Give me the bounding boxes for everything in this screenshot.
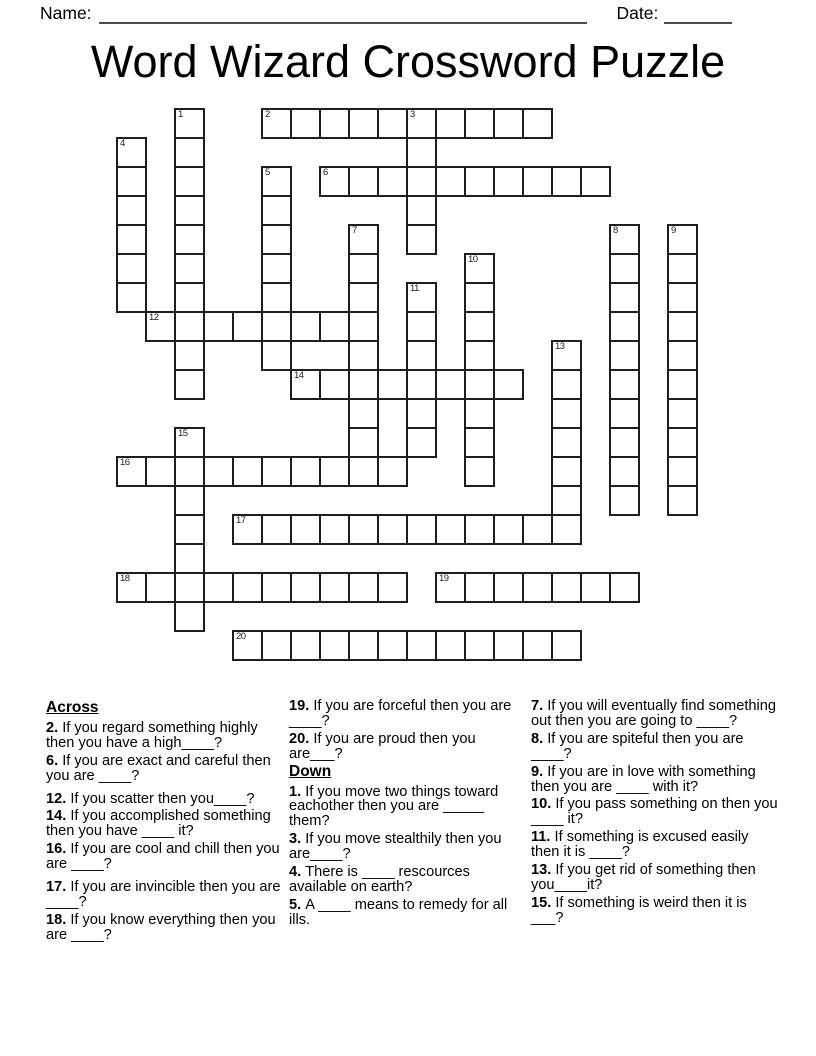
clue-13 [531, 863, 779, 893]
grid-cell[interactable] [290, 369, 321, 400]
grid-cell[interactable] [667, 340, 698, 371]
grid-cell[interactable] [464, 166, 495, 197]
grid-cell[interactable] [319, 630, 350, 661]
grid-cell[interactable] [232, 456, 263, 487]
cell-number: 15 [178, 428, 188, 439]
grid-cell[interactable] [522, 514, 553, 545]
grid-cell[interactable] [319, 108, 350, 139]
cell-number: 20 [236, 631, 246, 642]
grid-cell[interactable] [261, 195, 292, 226]
grid-cell[interactable] [116, 253, 147, 284]
cell-number: 5 [265, 167, 270, 178]
grid-cell[interactable] [609, 369, 640, 400]
cell-number: 1 [178, 109, 183, 120]
grid-cell[interactable] [522, 166, 553, 197]
grid-cell[interactable] [174, 369, 205, 400]
grid-cell[interactable] [348, 224, 379, 255]
clue-number: 11. [531, 829, 551, 846]
clues-column-2 [289, 699, 522, 931]
grid-cell[interactable] [377, 514, 408, 545]
grid-cell[interactable] [116, 137, 147, 168]
grid-cell[interactable] [348, 398, 379, 429]
grid-cell[interactable] [609, 340, 640, 371]
grid-cell[interactable] [116, 572, 147, 603]
grid-cell[interactable] [464, 108, 495, 139]
clue-text: If something is excused easily then it is ____? [531, 829, 749, 861]
clue-number: 17. [46, 879, 67, 896]
grid-cell[interactable] [406, 224, 437, 255]
grid-cell[interactable] [174, 166, 205, 197]
grid-cell[interactable] [348, 166, 379, 197]
grid-cell[interactable] [406, 166, 437, 197]
grid-cell[interactable] [261, 340, 292, 371]
clue-number: 9. [531, 763, 544, 780]
grid-cell[interactable] [348, 282, 379, 313]
grid-cell[interactable] [174, 485, 205, 516]
grid-cell[interactable] [261, 572, 292, 603]
cell-number: 10 [468, 254, 478, 265]
cell-number: 12 [149, 312, 159, 323]
grid-cell[interactable] [145, 572, 176, 603]
grid-cell[interactable] [174, 108, 205, 139]
grid-cell[interactable] [406, 108, 437, 139]
clue-number: 8. [531, 730, 544, 747]
cell-number: 14 [294, 370, 304, 381]
grid-cell[interactable] [203, 572, 234, 603]
grid-cell[interactable] [406, 282, 437, 313]
grid-cell[interactable] [464, 253, 495, 284]
grid-cell[interactable] [116, 224, 147, 255]
grid-cell[interactable] [348, 572, 379, 603]
grid-cell[interactable] [290, 630, 321, 661]
grid-cell[interactable] [290, 311, 321, 342]
grid-cell[interactable] [261, 224, 292, 255]
date-label: Date: [616, 3, 659, 23]
grid-cell[interactable] [406, 137, 437, 168]
clue-17 [46, 880, 283, 910]
clue-number: 5. [289, 896, 302, 913]
date-input-line[interactable] [664, 4, 732, 24]
grid-cell[interactable] [406, 311, 437, 342]
clue-1 [289, 785, 522, 830]
grid-cell[interactable] [377, 456, 408, 487]
clue-text: If you are spiteful then you are ____? [531, 730, 744, 762]
clue-number: 16. [46, 841, 67, 858]
clue-text: If you regard something highly then you have a high____? [46, 719, 258, 751]
grid-cell[interactable] [464, 572, 495, 603]
grid-cell[interactable] [348, 311, 379, 342]
grid-cell[interactable] [667, 311, 698, 342]
clue-text: If something is weird then it is ___? [531, 894, 747, 926]
clue-2 [46, 721, 283, 751]
grid-cell[interactable] [551, 485, 582, 516]
clue-text: If you are exact and careful then you are ____? [46, 752, 271, 784]
clue-10 [531, 797, 779, 827]
cell-number: 9 [671, 225, 676, 236]
clue-text: If you are cool and chill then you are ____? [46, 841, 280, 873]
grid-cell[interactable] [464, 340, 495, 371]
grid-cell[interactable] [319, 456, 350, 487]
grid-cell[interactable] [232, 630, 263, 661]
grid-cell[interactable] [667, 456, 698, 487]
grid-cell[interactable] [232, 514, 263, 545]
grid-cell[interactable] [319, 166, 350, 197]
clue-9 [531, 765, 779, 795]
grid-cell[interactable] [667, 369, 698, 400]
grid-cell[interactable] [609, 398, 640, 429]
grid-cell[interactable] [203, 456, 234, 487]
grid-cell[interactable] [493, 514, 524, 545]
clue-text: If you are in love with something then you are ____ with it? [531, 763, 756, 795]
cell-number: 18 [120, 573, 130, 584]
grid-cell[interactable] [348, 369, 379, 400]
clue-number: 15. [531, 894, 552, 911]
cell-number: 8 [613, 225, 618, 236]
grid-cell[interactable] [348, 108, 379, 139]
grid-cell[interactable] [667, 282, 698, 313]
grid-cell[interactable] [609, 572, 640, 603]
grid-cell[interactable] [406, 427, 437, 458]
cell-number: 2 [265, 109, 270, 120]
clue-number: 2. [46, 719, 59, 736]
cell-number: 3 [410, 109, 415, 120]
grid-cell[interactable] [667, 398, 698, 429]
grid-cell[interactable] [435, 108, 466, 139]
cell-number: 7 [352, 225, 357, 236]
grid-cell[interactable] [174, 514, 205, 545]
grid-cell[interactable] [551, 398, 582, 429]
grid-cell[interactable] [551, 166, 582, 197]
clue-number: 20. [289, 730, 310, 747]
grid-cell[interactable] [493, 369, 524, 400]
grid-cell[interactable] [203, 311, 234, 342]
grid-cell[interactable] [493, 630, 524, 661]
grid-cell[interactable] [116, 456, 147, 487]
clue-4 [289, 865, 522, 895]
grid-cell[interactable] [232, 572, 263, 603]
grid-cell[interactable] [667, 224, 698, 255]
grid-cell[interactable] [319, 514, 350, 545]
clue-text: If you are forceful then you are ____? [289, 698, 512, 729]
grid-cell[interactable] [174, 340, 205, 371]
cell-number: 6 [323, 167, 328, 178]
grid-cell[interactable] [522, 630, 553, 661]
grid-cell[interactable] [406, 398, 437, 429]
clue-text: If you will eventually find something out then you are going to ____? [531, 698, 776, 729]
grid-cell[interactable] [174, 427, 205, 458]
grid-cell[interactable] [406, 340, 437, 371]
grid-cell[interactable] [580, 166, 611, 197]
grid-cell[interactable] [551, 514, 582, 545]
grid-cell[interactable] [609, 282, 640, 313]
grid-cell[interactable] [348, 253, 379, 284]
clue-8 [531, 732, 779, 762]
clues-section-heading: Down [289, 762, 332, 780]
crossword-grid [117, 109, 699, 662]
clues-column-1 [46, 699, 283, 946]
grid-cell[interactable] [290, 108, 321, 139]
grid-cell[interactable] [522, 572, 553, 603]
grid-cell[interactable] [377, 166, 408, 197]
clue-18 [46, 913, 283, 943]
clue-text: If you are proud then you are___? [289, 730, 476, 762]
name-input-line[interactable] [99, 4, 587, 24]
grid-cell[interactable] [261, 456, 292, 487]
grid-cell[interactable] [174, 456, 205, 487]
clue-16 [46, 842, 283, 872]
grid-cell[interactable] [493, 166, 524, 197]
grid-cell[interactable] [319, 572, 350, 603]
clue-19 [289, 699, 522, 729]
clue-number: 10. [531, 796, 552, 813]
grid-cell[interactable] [290, 572, 321, 603]
grid-cell[interactable] [174, 543, 205, 574]
clue-number: 14. [46, 808, 67, 825]
cell-number: 16 [120, 457, 130, 468]
grid-cell[interactable] [174, 282, 205, 313]
grid-cell[interactable] [667, 427, 698, 458]
cell-number: 19 [439, 573, 449, 584]
grid-cell[interactable] [290, 456, 321, 487]
header-row [40, 0, 742, 24]
grid-cell[interactable] [551, 369, 582, 400]
clues-section-heading: Across [46, 699, 99, 716]
clue-text: If you get rid of something then you____it? [531, 862, 756, 893]
clue-number: 3. [289, 831, 302, 848]
cell-number: 17 [236, 515, 246, 526]
clue-text: If you know everything then you are ____? [46, 911, 276, 943]
grid-cell[interactable] [377, 572, 408, 603]
grid-cell[interactable] [261, 311, 292, 342]
clue-7 [531, 699, 779, 729]
grid-cell[interactable] [174, 253, 205, 284]
grid-cell[interactable] [174, 195, 205, 226]
clue-text: There is ____ rescources available on earth? [289, 864, 470, 895]
clue-text: If you move stealthily then you are____? [289, 831, 502, 863]
clue-5 [289, 898, 522, 928]
grid-cell[interactable] [174, 572, 205, 603]
clue-12 [46, 792, 283, 807]
cell-number: 4 [120, 138, 125, 149]
grid-cell[interactable] [174, 311, 205, 342]
clue-text: If you accomplished something then you have ____ it? [46, 808, 271, 840]
grid-cell[interactable] [261, 253, 292, 284]
grid-cell[interactable] [580, 572, 611, 603]
clue-text: If you are invincible then you are ____? [46, 879, 281, 910]
clue-number: 4. [289, 864, 302, 881]
clue-number: 12. [46, 790, 67, 807]
clue-6 [46, 754, 283, 784]
grid-cell[interactable] [464, 311, 495, 342]
grid-cell[interactable] [145, 311, 176, 342]
cell-number: 13 [555, 341, 565, 352]
grid-cell[interactable] [261, 514, 292, 545]
grid-cell[interactable] [464, 456, 495, 487]
grid-cell[interactable] [406, 514, 437, 545]
grid-cell[interactable] [435, 572, 466, 603]
clue-number: 7. [531, 698, 544, 714]
grid-cell[interactable] [377, 108, 408, 139]
grid-cell[interactable] [609, 311, 640, 342]
grid-cell[interactable] [667, 253, 698, 284]
grid-cell[interactable] [609, 253, 640, 284]
grid-cell[interactable] [116, 166, 147, 197]
grid-cell[interactable] [609, 456, 640, 487]
grid-cell[interactable] [609, 224, 640, 255]
grid-cell[interactable] [464, 427, 495, 458]
clue-15 [531, 896, 779, 926]
grid-cell[interactable] [493, 108, 524, 139]
grid-cell[interactable] [667, 485, 698, 516]
grid-cell[interactable] [551, 340, 582, 371]
page-title: Word Wizard Crossword Puzzle [90, 36, 726, 87]
grid-cell[interactable] [522, 108, 553, 139]
grid-cell[interactable] [406, 630, 437, 661]
grid-cell[interactable] [348, 340, 379, 371]
grid-cell[interactable] [435, 166, 466, 197]
grid-cell[interactable] [290, 514, 321, 545]
clue-number: 13. [531, 862, 552, 879]
grid-cell[interactable] [174, 601, 205, 632]
grid-cell[interactable] [261, 166, 292, 197]
grid-cell[interactable] [145, 456, 176, 487]
grid-cell[interactable] [261, 630, 292, 661]
grid-cell[interactable] [377, 369, 408, 400]
grid-cell[interactable] [493, 572, 524, 603]
grid-cell[interactable] [406, 195, 437, 226]
clue-3 [289, 832, 522, 862]
grid-cell[interactable] [435, 514, 466, 545]
grid-cell[interactable] [348, 630, 379, 661]
clue-number: 19. [289, 698, 310, 714]
clue-text: If you pass something on then you ____ it? [531, 796, 778, 828]
grid-cell[interactable] [435, 630, 466, 661]
grid-cell[interactable] [348, 427, 379, 458]
grid-cell[interactable] [116, 195, 147, 226]
clue-11 [531, 830, 779, 860]
grid-cell[interactable] [435, 369, 466, 400]
grid-cell[interactable] [174, 224, 205, 255]
grid-cell[interactable] [464, 369, 495, 400]
grid-cell[interactable] [348, 514, 379, 545]
grid-cell[interactable] [609, 427, 640, 458]
grid-cell[interactable] [261, 282, 292, 313]
clue-14 [46, 809, 283, 839]
grid-cell[interactable] [464, 514, 495, 545]
grid-cell[interactable] [319, 369, 350, 400]
grid-cell[interactable] [551, 572, 582, 603]
grid-cell[interactable] [406, 369, 437, 400]
grid-cell[interactable] [464, 398, 495, 429]
clue-text: If you scatter then you____? [66, 790, 255, 807]
clue-20 [289, 732, 522, 762]
grid-cell[interactable] [464, 630, 495, 661]
name-label: Name: [40, 3, 92, 23]
clue-text: A ____ means to remedy for all ills. [289, 896, 508, 928]
grid-cell[interactable] [232, 311, 263, 342]
grid-cell[interactable] [116, 282, 147, 313]
grid-cell[interactable] [348, 456, 379, 487]
clues-column-3 [531, 699, 779, 929]
clue-text: If you move two things toward eachother then you are _____ them? [289, 783, 499, 830]
clue-number: 18. [46, 911, 67, 928]
clue-number: 6. [46, 752, 59, 769]
grid-cell[interactable] [261, 108, 292, 139]
grid-cell[interactable] [609, 485, 640, 516]
grid-cell[interactable] [551, 456, 582, 487]
grid-cell[interactable] [174, 137, 205, 168]
cell-number: 11 [410, 283, 419, 294]
clue-number: 1. [289, 783, 302, 800]
grid-cell[interactable] [377, 630, 408, 661]
grid-cell[interactable] [464, 282, 495, 313]
grid-cell[interactable] [319, 311, 350, 342]
grid-cell[interactable] [551, 427, 582, 458]
grid-cell[interactable] [551, 630, 582, 661]
